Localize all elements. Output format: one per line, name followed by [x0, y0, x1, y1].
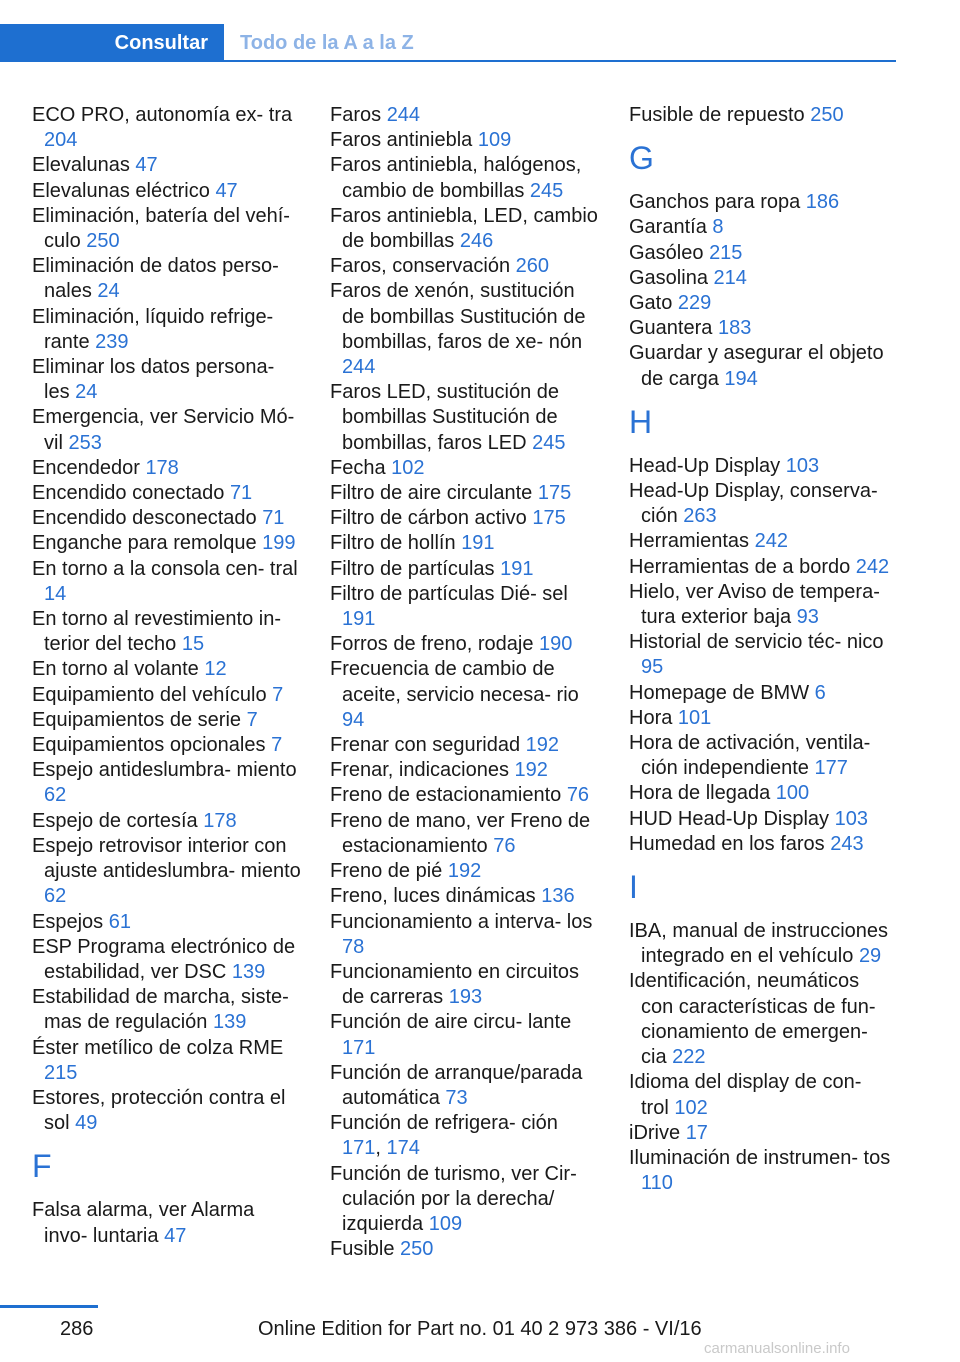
index-entry: [629, 529, 891, 554]
page-link[interactable]: 186: [805, 191, 840, 214]
index-entry: [629, 1121, 891, 1146]
page-link[interactable]: 47: [164, 1224, 187, 1247]
section-letter: I: [629, 869, 638, 906]
entry-term: Frecuencia de cambio de aceite, servicio necesa‐ rio: [330, 658, 579, 706]
index-entry: [330, 1061, 600, 1111]
entry-term: Fusible: [330, 1238, 395, 1261]
entry-term: IBA, manual de instrucciones integrado en el vehículo: [629, 920, 889, 968]
page-link[interactable]: 199: [262, 532, 296, 555]
page-link[interactable]: 7: [272, 683, 284, 706]
entry-term: Faros antiniebla: [330, 129, 473, 152]
page-link[interactable]: 175: [532, 507, 566, 530]
page-link[interactable]: 24: [75, 381, 98, 404]
entry-term: Head-Up Display, conserva‐ ción: [629, 480, 878, 528]
index-entry: [32, 657, 302, 682]
entry-term: Gasóleo: [629, 241, 704, 264]
page-link[interactable]: 192: [447, 860, 482, 883]
page-number: 286: [60, 1318, 94, 1340]
index-entry: [629, 555, 891, 580]
index-entry: [330, 153, 600, 203]
page-link[interactable]: 139: [231, 960, 266, 983]
entry-term: Emergencia, ver Servicio Mó‐ vil: [32, 406, 295, 454]
page-link[interactable]: 62: [44, 784, 67, 807]
entry-term: Elevalunas: [32, 154, 130, 177]
page-link[interactable]: 192: [514, 759, 548, 782]
index-entry: [32, 254, 302, 304]
index-entry: [330, 456, 600, 481]
entry-term: En torno a la consola cen‐ tral: [32, 557, 298, 580]
page-link[interactable]: 229: [677, 292, 712, 315]
entry-term: Espejos: [32, 910, 104, 933]
page-link[interactable]: 17: [685, 1121, 708, 1144]
index-entry: [32, 204, 302, 254]
page-link[interactable]: 183: [717, 317, 752, 340]
index-entry: [330, 506, 600, 531]
entry-term: Eliminar los datos persona‐ les: [32, 356, 275, 404]
entry-term: Faros, conservación: [330, 255, 511, 278]
page-link[interactable]: 24: [97, 280, 120, 303]
index-entry: [629, 479, 891, 529]
page-link[interactable]: 103: [785, 454, 820, 477]
index-entry: [32, 153, 302, 178]
entry-term: Equipamiento del vehículo: [32, 683, 267, 706]
page-link[interactable]: 7: [246, 708, 258, 731]
entry-term: HUD Head-Up Display: [629, 807, 830, 830]
page-link[interactable]: 194: [724, 367, 758, 390]
page-link[interactable]: 174: [386, 1137, 420, 1160]
section-letter: H: [629, 403, 653, 440]
index-entry: [629, 190, 891, 215]
entry-term: ESP Programa electrónico de estabilidad, ver DSC: [32, 935, 296, 983]
index-entry: [629, 341, 891, 391]
entry-term: Idioma del display de con‐ trol: [629, 1071, 862, 1119]
page-link[interactable]: 191: [342, 608, 376, 631]
entry-term: Gasolina: [629, 266, 708, 289]
entry-term: Forros de freno, rodaje: [330, 633, 534, 656]
page-link[interactable]: 193: [448, 986, 483, 1009]
index-entry: [330, 733, 600, 758]
page-link[interactable]: 100: [775, 782, 810, 805]
entry-term: Freno de pié: [330, 860, 443, 883]
entry-term: Función de turismo, ver Cir‐ culación por la derecha/ izquierda: [330, 1162, 577, 1235]
entry-term: Iluminación de instrumen‐ tos: [629, 1146, 891, 1169]
header-rule: [224, 60, 896, 62]
entry-term: Freno de estacionamiento: [330, 784, 562, 807]
index-entry: [330, 1237, 600, 1262]
index-entry: [330, 279, 600, 380]
page-link[interactable]: 178: [145, 456, 179, 479]
page-link[interactable]: 253: [68, 431, 102, 454]
index-entry: [32, 179, 302, 204]
index-entry: [330, 758, 600, 783]
index-entry: [629, 580, 891, 630]
entry-term: Espejo antideslumbra‐ miento: [32, 759, 297, 782]
page-link[interactable]: 71: [262, 507, 285, 530]
page-link[interactable]: 8: [712, 216, 724, 239]
page-link[interactable]: 102: [674, 1096, 708, 1119]
edition-text: Online Edition for Part no. 01 40 2 973 386 - VI/16: [258, 1318, 702, 1340]
page-link[interactable]: 47: [215, 179, 238, 202]
index-entry: [32, 607, 302, 657]
page-link[interactable]: 191: [461, 532, 495, 555]
entry-term: iDrive: [629, 1121, 681, 1144]
entry-term: Hora de activación, ventila‐ ción independiente: [629, 732, 871, 780]
page-link[interactable]: 177: [814, 757, 848, 780]
page-link[interactable]: 191: [500, 557, 534, 580]
entry-term: En torno al volante: [32, 658, 199, 681]
entry-term: Humedad en los faros: [629, 832, 825, 855]
index-column-1: [32, 103, 302, 1249]
page-link[interactable]: 14: [44, 582, 67, 605]
page-link[interactable]: 178: [203, 809, 237, 832]
entry-term: Función de arranque/parada automática: [330, 1061, 583, 1109]
page-link[interactable]: 94: [342, 708, 365, 731]
entry-term: Función de aire circu‐ lante: [330, 1011, 572, 1034]
entry-term: Garantía: [629, 216, 707, 239]
index-column-2: [330, 103, 600, 1262]
entry-term: Faros LED, sustitución de bombillas Sustitución de bombillas, faros LED: [330, 381, 559, 454]
entry-term: Filtro de partículas: [330, 557, 495, 580]
entry-term: Homepage de BMW: [629, 681, 810, 704]
entry-term: Hielo, ver Aviso de tempera‐ tura exterior baja: [629, 580, 880, 629]
index-entry: [32, 834, 302, 910]
index-entry: [32, 910, 302, 935]
watermark-text: carmanualsonline.info: [704, 1340, 850, 1357]
index-entry: [629, 266, 891, 291]
index-entry: [330, 1010, 600, 1060]
page-link[interactable]: 215: [44, 1061, 78, 1084]
entry-term: Frenar con seguridad: [330, 734, 521, 757]
section-letter: F: [32, 1148, 52, 1185]
entry-term: En torno al revestimiento in‐ terior del techo: [32, 608, 282, 656]
page-link[interactable]: 192: [525, 734, 560, 757]
page-link[interactable]: 62: [44, 885, 67, 908]
index-entry: [330, 380, 600, 456]
index-entry: [629, 731, 891, 781]
index-entry: [629, 706, 891, 731]
entry-term: Freno de mano, ver Freno de estacionamiento: [330, 809, 591, 857]
index-entry: [629, 919, 891, 969]
index-entry: [629, 807, 891, 832]
index-entry: [330, 128, 600, 153]
page-link[interactable]: 190: [539, 633, 573, 656]
page-link[interactable]: 242: [754, 530, 788, 553]
entry-term: Gato: [629, 292, 673, 315]
index-entry: [330, 481, 600, 506]
tab-consultar[interactable]: Consultar: [0, 24, 224, 62]
index-entry: [32, 481, 302, 506]
entry-term: Encendido conectado: [32, 482, 225, 505]
entry-term: Elevalunas eléctrico: [32, 179, 210, 202]
index-entry: [629, 241, 891, 266]
entry-term: Funcionamiento en circuitos de carreras: [330, 960, 580, 1009]
entry-term: Filtro de cárbon activo: [330, 507, 527, 530]
page-link[interactable]: 76: [566, 784, 590, 807]
entry-term: Encendedor: [32, 456, 140, 479]
page-link[interactable]: 250: [400, 1238, 434, 1261]
index-entry: [330, 254, 600, 279]
page-link[interactable]: 139: [213, 1011, 247, 1034]
page-link[interactable]: 245: [529, 179, 564, 202]
index-entry: [629, 1070, 891, 1120]
index-entry: [629, 1146, 891, 1196]
index-entry: [32, 305, 302, 355]
index-entry: [629, 291, 891, 316]
entry-term: Herramientas de a bordo: [629, 555, 851, 578]
entry-term: Equipamientos opcionales: [32, 734, 266, 757]
page-link[interactable]: 250: [810, 104, 844, 126]
page-link[interactable]: 12: [204, 658, 227, 681]
entry-term: Equipamientos de serie: [32, 708, 242, 731]
page-link[interactable]: 29: [858, 945, 882, 968]
page-link[interactable]: 15: [181, 633, 205, 656]
index-entry: [629, 781, 891, 806]
section-letter: G: [629, 140, 654, 177]
index-entry: [330, 859, 600, 884]
page-link[interactable]: 76: [493, 834, 516, 857]
entry-term: Espejo retrovisor interior con ajuste antideslumbra‐ miento: [32, 834, 301, 883]
index-entry: [330, 531, 600, 556]
entry-term: Hora: [629, 706, 673, 729]
page-link[interactable]: 7: [271, 734, 283, 757]
page-link[interactable]: 109: [477, 129, 512, 152]
page-link[interactable]: 246: [459, 230, 494, 253]
page-link[interactable]: 239: [95, 330, 129, 353]
entry-term: Filtro de aire circulante: [330, 482, 533, 505]
page-link[interactable]: 242: [855, 555, 890, 578]
page-link[interactable]: 78: [342, 935, 365, 958]
entry-term: Espejo de cortesía: [32, 809, 198, 832]
index-entry: [629, 630, 891, 680]
entry-term: Faros de xenón, sustitución de bombillas Sustitución de bombillas, faros de xe‐ nón: [330, 280, 586, 353]
page-link[interactable]: 215: [709, 241, 743, 264]
index-entry: [629, 969, 891, 1070]
index-entry: [330, 657, 600, 733]
entry-term: Eliminación, líquido refrige‐ rante: [32, 305, 274, 353]
index-entry: [32, 456, 302, 481]
index-entry: [330, 103, 600, 128]
index-entry: [629, 832, 891, 857]
page-link[interactable]: 73: [445, 1086, 468, 1109]
index-entry: [629, 316, 891, 341]
page-link[interactable]: 93: [796, 606, 819, 629]
entry-term: Estabilidad de marcha, siste‐ mas de regulación: [32, 986, 289, 1034]
entry-term: ECO PRO, autonomía ex‐ tra: [32, 104, 293, 126]
page-link[interactable]: 109: [428, 1212, 463, 1235]
entry-term: Ganchos para ropa: [629, 191, 801, 214]
index-entry: [629, 215, 891, 240]
entry-term: Filtro de hollín: [330, 532, 456, 555]
page-link[interactable]: 171: [342, 1137, 376, 1160]
entry-term: Estores, protección contra el sol: [32, 1086, 286, 1135]
entry-term: Hora de llegada: [629, 782, 771, 805]
entry-term: Fecha: [330, 456, 386, 479]
index-entry: [330, 582, 600, 632]
entry-term: Fusible de repuesto: [629, 104, 805, 126]
index-entry: [32, 355, 302, 405]
entry-term: Freno, luces dinámicas: [330, 885, 536, 908]
index-entry: [32, 1198, 302, 1248]
page-link[interactable]: 222: [672, 1046, 706, 1069]
index-entry: [32, 557, 302, 607]
page-link[interactable]: 214: [713, 266, 747, 289]
index-entry: [330, 783, 600, 808]
page-link[interactable]: 136: [541, 885, 575, 908]
page-link[interactable]: 263: [683, 505, 717, 528]
index-entry: [629, 681, 891, 706]
page-link[interactable]: 95: [641, 656, 664, 679]
index-entry: [32, 1036, 302, 1086]
entry-term: Filtro de partículas Dié‐ sel: [330, 582, 568, 605]
index-entry: [32, 531, 302, 556]
index-entry: [32, 405, 302, 455]
page-link[interactable]: 245: [532, 431, 566, 454]
index-entry: [32, 1086, 302, 1136]
index-entry: [32, 758, 302, 808]
entry-term: Faros antiniebla, halógenos, cambio de bombillas: [330, 154, 582, 202]
index-entry: [330, 809, 600, 859]
index-entry: [330, 884, 600, 909]
index-entry: [330, 1162, 600, 1238]
entry-term: Guantera: [629, 317, 713, 340]
entry-term: Herramientas: [629, 530, 750, 553]
index-entry: [32, 935, 302, 985]
page-link[interactable]: 244: [342, 356, 376, 379]
index-entry: [629, 103, 891, 128]
entry-term: Identificación, neumáticos con características de fun‐ cionamiento de emergen‐ cia: [629, 970, 876, 1069]
page-link[interactable]: 175: [537, 482, 572, 505]
index-entry: [32, 708, 302, 733]
page-link[interactable]: 243: [830, 832, 864, 855]
page-link[interactable]: 103: [834, 807, 868, 830]
entry-term: Head-Up Display: [629, 454, 781, 477]
index-entry: [32, 733, 302, 758]
index-entry: [330, 960, 600, 1010]
entry-term: Faros: [330, 104, 382, 126]
entry-term: Encendido desconectado: [32, 507, 257, 530]
page-link[interactable]: 61: [108, 910, 131, 933]
page-link[interactable]: 260: [515, 255, 550, 278]
entry-term: Falsa alarma, ver Alarma invo‐ luntaria: [32, 1199, 255, 1247]
index-entry: [330, 204, 600, 254]
page-link[interactable]: 171: [342, 1036, 376, 1059]
page-link[interactable]: 101: [677, 706, 712, 729]
index-entry: [32, 506, 302, 531]
index-entry: [32, 683, 302, 708]
index-entry: [330, 910, 600, 960]
page-link[interactable]: 102: [391, 456, 425, 479]
page-link[interactable]: 47: [135, 154, 158, 177]
entry-term: Éster metílico de colza RME: [32, 1036, 284, 1059]
page-link[interactable]: 204: [44, 129, 78, 152]
index-entry: [32, 985, 302, 1035]
index-entry: [32, 103, 302, 153]
entry-term: Función de refrigera‐ ción: [330, 1112, 558, 1135]
entry-term: Historial de servicio téc‐ nico: [629, 631, 884, 654]
page-header: [0, 0, 960, 62]
index-entry: [32, 809, 302, 834]
page-link[interactable]: 6: [814, 681, 826, 704]
index-entry: [330, 632, 600, 657]
entry-term: Faros antiniebla, LED, cambio de bombillas: [330, 204, 598, 253]
entry-term: Enganche para remolque: [32, 532, 257, 555]
page-link[interactable]: 250: [86, 230, 120, 253]
entry-term: Guardar y asegurar el objeto de carga: [629, 342, 884, 390]
index-column-3: [629, 103, 891, 1196]
entry-term: Eliminación de datos perso‐ nales: [32, 255, 279, 303]
page-link[interactable]: 244: [386, 104, 421, 126]
entry-term: Frenar, indicaciones: [330, 759, 509, 782]
page-link[interactable]: 49: [75, 1112, 98, 1135]
index-entry: [629, 454, 891, 479]
index-entry: Función de refrigera‐ ción 171, 174: [330, 1112, 558, 1160]
tab-todo-a-z[interactable]: Todo de la A a la Z: [240, 31, 414, 54]
footer-rule: [0, 1305, 98, 1308]
entry-term: Eliminación, batería del vehí‐ culo: [32, 204, 290, 253]
page-link[interactable]: 71: [229, 482, 253, 505]
entry-term: Funcionamiento a interva‐ los: [330, 910, 593, 933]
index-entry: [330, 557, 600, 582]
page-link[interactable]: 110: [641, 1172, 673, 1195]
